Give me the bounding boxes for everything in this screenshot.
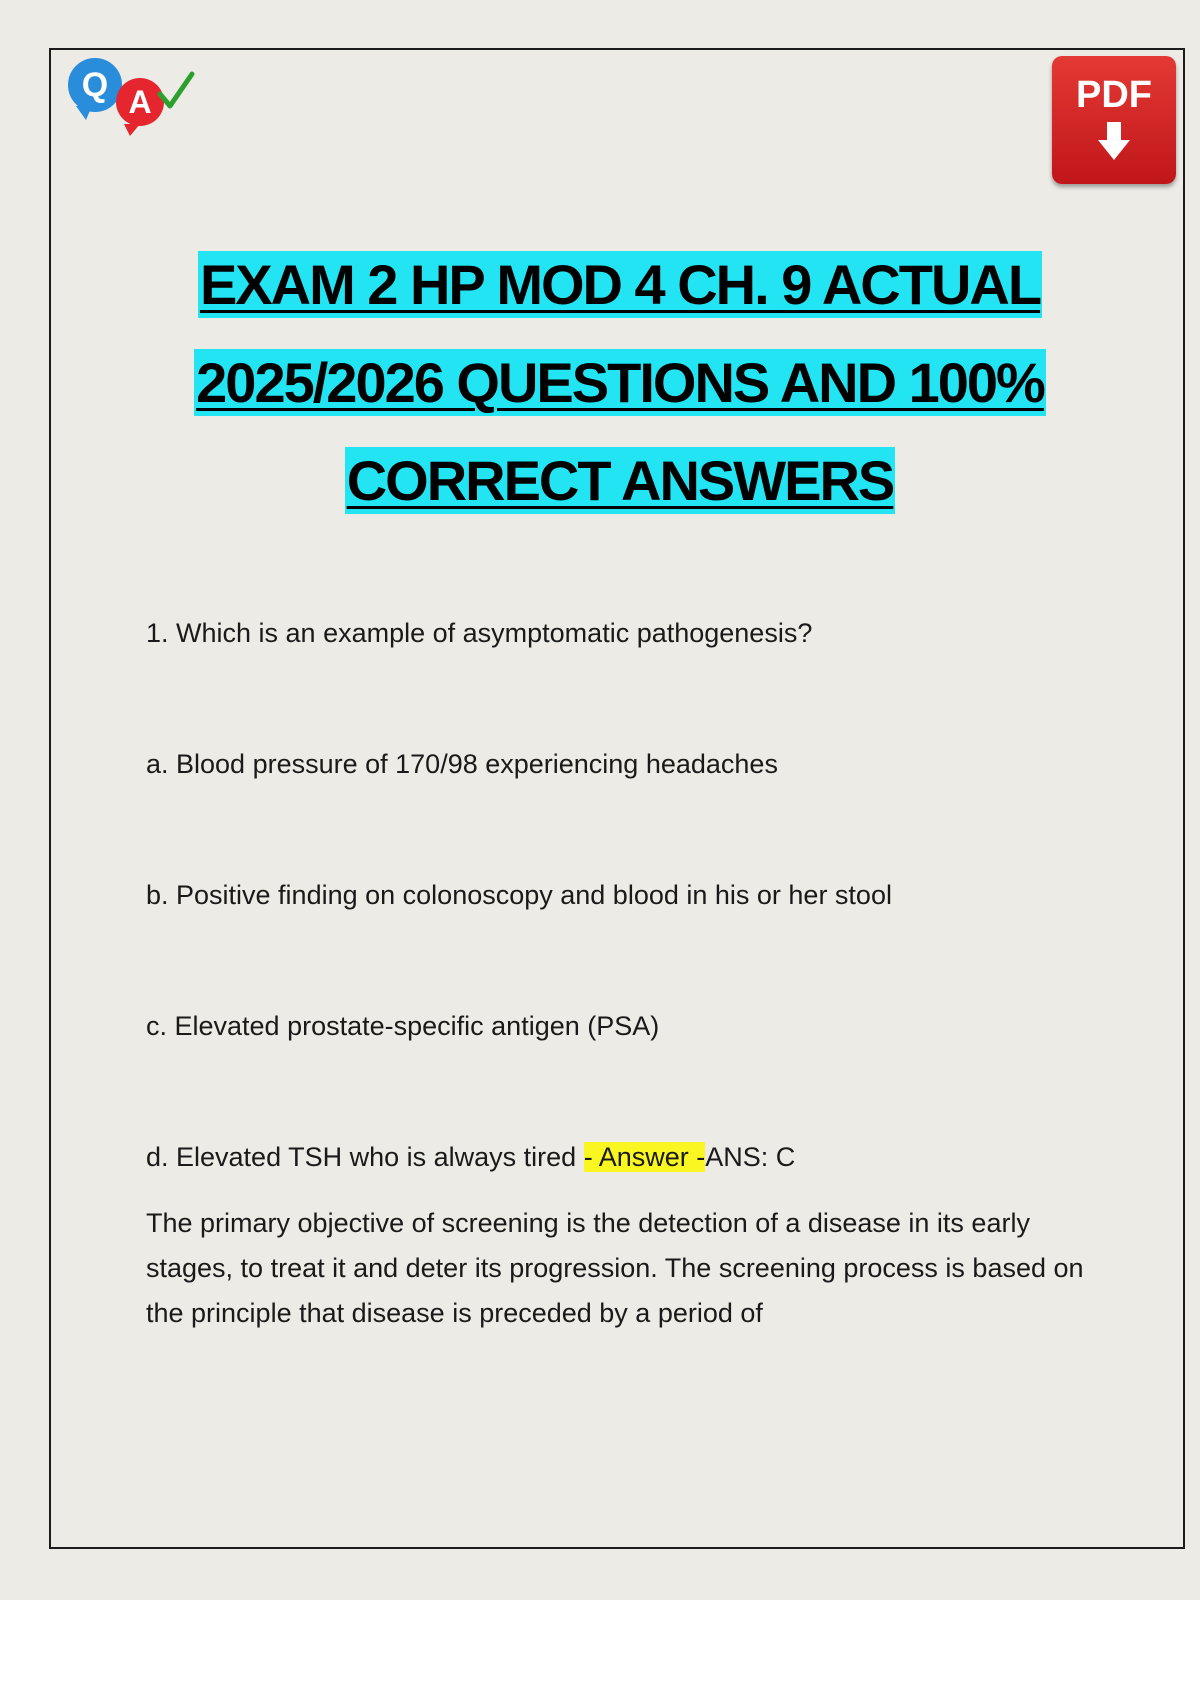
option-d-row xyxy=(146,1135,1106,1180)
qa-logo xyxy=(68,56,198,132)
document-title xyxy=(60,236,1180,530)
option-d: d. Elevated TSH who is always tired xyxy=(146,1142,584,1172)
pdf-download-button[interactable] xyxy=(1052,56,1176,184)
option-a: a. Blood pressure of 170/98 experiencing headaches xyxy=(146,749,778,779)
option-b: b. Positive finding on colonoscopy and blood in his or her stool xyxy=(146,880,892,910)
qa-a-bubble-icon: A xyxy=(116,78,164,126)
title-line-1: EXAM 2 HP MOD 4 CH. 9 ACTUAL xyxy=(199,253,1041,316)
title-line-2: 2025/2026 QUESTIONS AND 100% xyxy=(196,351,1044,414)
title-line-3: CORRECT ANSWERS xyxy=(346,449,894,512)
qa-q-bubble-icon: Q xyxy=(68,58,122,112)
checkmark-icon xyxy=(156,64,196,114)
answer-value: ANS: C xyxy=(705,1142,796,1172)
answer-explanation: The primary objective of screening is the detection of a disease in its early stages, to treat it and deter its progression. The screening process is based on the principle that disease is preceded by a period of xyxy=(146,1208,1084,1328)
answer-marker: - Answer - xyxy=(583,1142,706,1172)
download-arrow-icon xyxy=(1094,120,1134,164)
option-c: c. Elevated prostate-specific antigen (PSA) xyxy=(146,1011,660,1041)
pdf-label: PDF xyxy=(1076,74,1152,116)
question-text: 1. Which is an example of asymptomatic pathogenesis? xyxy=(146,618,813,648)
